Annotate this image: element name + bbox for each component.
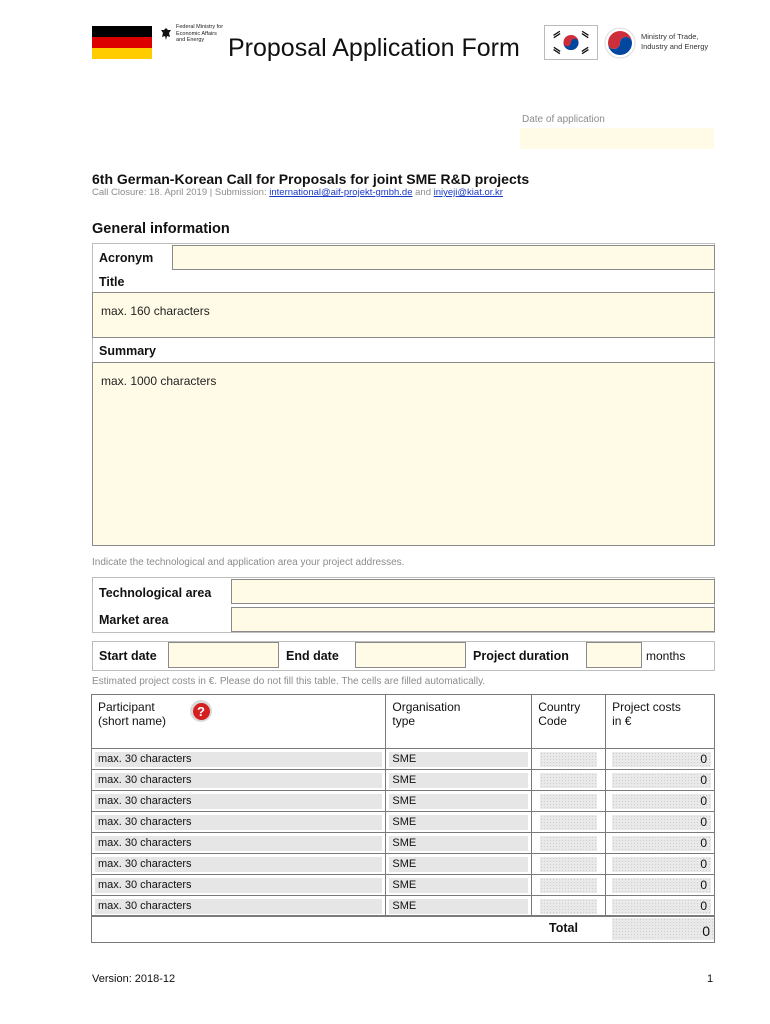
table-row bbox=[92, 749, 715, 770]
total-label: Total bbox=[549, 921, 578, 935]
title-field[interactable] bbox=[92, 292, 715, 338]
version-label: Version: 2018-12 bbox=[92, 973, 176, 985]
project-costs-value: 0 bbox=[612, 857, 711, 872]
project-costs-value: 0 bbox=[612, 878, 711, 893]
country-column-header: Country Code bbox=[532, 695, 606, 749]
costs-column-header: Project costs in € bbox=[606, 695, 715, 749]
table-row bbox=[92, 833, 715, 854]
aif-email-link[interactable]: international@aif-projekt-gmbh.de bbox=[269, 187, 413, 198]
country-cell bbox=[532, 875, 606, 896]
country-cell bbox=[532, 749, 606, 770]
summary-label: Summary bbox=[99, 344, 156, 358]
participant-cell bbox=[92, 875, 386, 896]
organisation-type-field[interactable]: SME bbox=[389, 899, 528, 914]
kiat-email-link[interactable]: iniyeji@kiat.or.kr bbox=[433, 187, 503, 198]
organisation-type-field[interactable]: SME bbox=[389, 836, 528, 851]
page-title: Proposal Application Form bbox=[228, 34, 520, 62]
country-cell bbox=[532, 833, 606, 854]
date-of-application-label: Date of application bbox=[522, 114, 605, 125]
participant-column-header: Participant (short name) ? bbox=[92, 695, 386, 749]
country-code-field bbox=[540, 878, 597, 893]
call-title: 6th German-Korean Call for Proposals for joint SME R&D projects bbox=[92, 171, 530, 187]
title-label: Title bbox=[99, 275, 125, 289]
country-code-field bbox=[540, 815, 597, 830]
participant-cell bbox=[92, 749, 386, 770]
federal-eagle-icon bbox=[160, 27, 172, 41]
table-row bbox=[92, 875, 715, 896]
organisation-column-header: Organisation type bbox=[386, 695, 532, 749]
country-code-field bbox=[540, 752, 597, 767]
table-row bbox=[92, 770, 715, 791]
motie-logo-icon bbox=[604, 27, 636, 59]
costs-cell bbox=[606, 854, 715, 875]
total-value: 0 bbox=[612, 918, 714, 940]
project-costs-value: 0 bbox=[612, 773, 711, 788]
project-duration-label: Project duration bbox=[473, 649, 569, 663]
organisation-cell bbox=[386, 833, 532, 854]
technological-area-label: Technological area bbox=[99, 586, 212, 600]
participant-name-field[interactable]: max. 30 characters bbox=[95, 794, 382, 809]
participant-cell bbox=[92, 770, 386, 791]
acronym-label: Acronym bbox=[99, 251, 154, 265]
call-subtitle: Call Closure: 18. April 2019 | Submission: international@aif-projekt-gmbh.de and iniyeji@kiat.or.kr bbox=[92, 187, 503, 198]
table-row bbox=[92, 854, 715, 875]
summary-placeholder: max. 1000 characters bbox=[101, 374, 217, 388]
participant-cell bbox=[92, 791, 386, 812]
organisation-type-field[interactable]: SME bbox=[389, 878, 528, 893]
participant-name-field[interactable]: max. 30 characters bbox=[95, 773, 382, 788]
market-area-field[interactable] bbox=[231, 607, 715, 632]
technological-area-field[interactable] bbox=[231, 579, 715, 604]
costs-cell bbox=[606, 896, 715, 917]
general-information-heading: General information bbox=[92, 221, 230, 237]
costs-cell bbox=[606, 749, 715, 770]
organisation-type-field[interactable]: SME bbox=[389, 815, 528, 830]
country-cell bbox=[532, 791, 606, 812]
end-date-field[interactable] bbox=[355, 642, 466, 668]
organisation-cell bbox=[386, 812, 532, 833]
country-code-field bbox=[540, 836, 597, 851]
country-code-field bbox=[540, 857, 597, 872]
page-number: 1 bbox=[707, 973, 714, 985]
participant-name-field[interactable]: max. 30 characters bbox=[95, 815, 382, 830]
organisation-cell bbox=[386, 875, 532, 896]
country-cell bbox=[532, 896, 606, 917]
organisation-cell bbox=[386, 749, 532, 770]
end-date-label: End date bbox=[286, 649, 339, 663]
areas-note: Indicate the technological and application area your project addresses. bbox=[92, 557, 405, 568]
country-cell bbox=[532, 854, 606, 875]
participant-cell bbox=[92, 833, 386, 854]
costs-cell bbox=[606, 875, 715, 896]
country-cell bbox=[532, 770, 606, 791]
participant-name-field[interactable]: max. 30 characters bbox=[95, 836, 382, 851]
organisation-cell bbox=[386, 854, 532, 875]
acronym-field[interactable] bbox=[172, 245, 715, 270]
project-costs-value: 0 bbox=[612, 752, 711, 767]
costs-cell bbox=[606, 812, 715, 833]
table-row bbox=[92, 812, 715, 833]
organisation-cell bbox=[386, 770, 532, 791]
country-code-field bbox=[540, 899, 597, 914]
project-costs-value: 0 bbox=[612, 815, 711, 830]
organisation-type-field[interactable]: SME bbox=[389, 857, 528, 872]
country-code-field bbox=[540, 794, 597, 809]
market-area-label: Market area bbox=[99, 613, 169, 627]
summary-field[interactable] bbox=[92, 362, 715, 546]
title-placeholder: max. 160 characters bbox=[101, 304, 210, 318]
german-flag bbox=[92, 26, 152, 59]
bmwi-logo-text: Federal Ministry for Economic Affairs and Energy bbox=[176, 24, 224, 43]
date-of-application-field[interactable] bbox=[520, 128, 714, 149]
table-row bbox=[92, 791, 715, 812]
project-costs-value: 0 bbox=[612, 899, 711, 914]
participant-cell bbox=[92, 896, 386, 917]
organisation-type-field[interactable]: SME bbox=[389, 752, 528, 767]
organisation-type-field[interactable]: SME bbox=[389, 773, 528, 788]
participant-name-field[interactable]: max. 30 characters bbox=[95, 899, 382, 914]
project-costs-value: 0 bbox=[612, 836, 711, 851]
table-header-row bbox=[92, 695, 715, 749]
costs-note: Estimated project costs in €. Please do not fill this table. The cells are filled automatically. bbox=[92, 676, 486, 687]
organisation-cell bbox=[386, 896, 532, 917]
costs-cell bbox=[606, 770, 715, 791]
organisation-cell bbox=[386, 791, 532, 812]
organisation-type-field[interactable]: SME bbox=[389, 794, 528, 809]
participant-name-field[interactable]: max. 30 characters bbox=[95, 878, 382, 893]
participant-name-field[interactable]: max. 30 characters bbox=[95, 857, 382, 872]
participant-name-field[interactable]: max. 30 characters bbox=[95, 752, 382, 767]
start-date-field[interactable] bbox=[168, 642, 279, 668]
start-date-label: Start date bbox=[99, 649, 157, 663]
costs-cell bbox=[606, 833, 715, 854]
project-costs-value: 0 bbox=[612, 794, 711, 809]
korean-flag bbox=[544, 25, 598, 60]
country-cell bbox=[532, 812, 606, 833]
participants-table bbox=[91, 694, 715, 917]
participant-cell bbox=[92, 854, 386, 875]
project-duration-field[interactable] bbox=[586, 642, 642, 668]
months-label: months bbox=[646, 649, 686, 663]
motie-logo-text: Ministry of Trade, Industry and Energy bbox=[641, 32, 709, 51]
help-icon[interactable]: ? bbox=[190, 700, 212, 722]
participant-cell bbox=[92, 812, 386, 833]
costs-cell bbox=[606, 791, 715, 812]
table-row bbox=[92, 896, 715, 917]
country-code-field bbox=[540, 773, 597, 788]
